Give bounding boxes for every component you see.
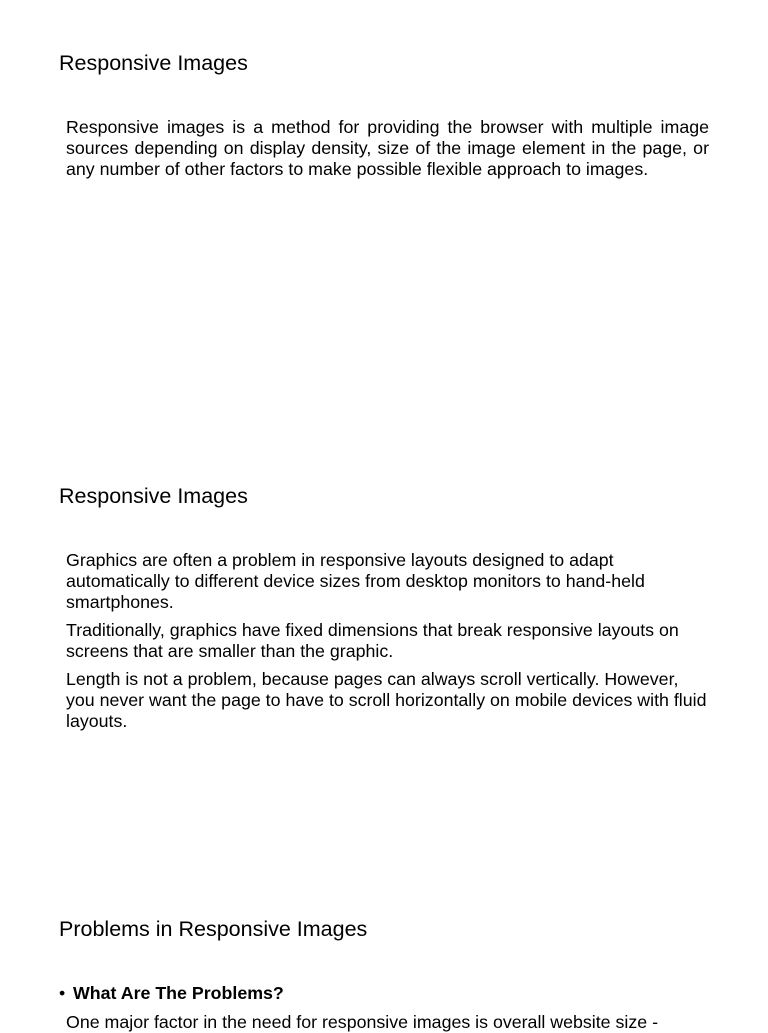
- slide-2-title: Responsive Images: [59, 484, 248, 508]
- slide-3-cut-text: One major factor in the need for responsive images is overall website size -: [66, 1012, 658, 1032]
- slide-2-paragraph-3: Length is not a problem, because pages can always scroll vertically. However, you never want the page to have to scroll horizontally on mobile devices with fluid layouts.: [66, 668, 707, 731]
- slide-1-paragraph: Responsive images is a method for providing the browser with multiple image sources depending on display density, size of the image element in the page, or any number of other factors to make possible flexible approach to images.: [66, 117, 709, 179]
- slide-3-bullet-item: [59, 983, 284, 1004]
- slide-3-title: Problems in Responsive Images: [59, 917, 368, 941]
- bullet-icon: •: [59, 983, 66, 1003]
- slide-2-paragraph-2: Traditionally, graphics have fixed dimensions that break responsive layouts on screens that are smaller than the graphic.: [66, 619, 679, 661]
- slide-1-title: Responsive Images: [59, 51, 248, 75]
- slide-2-paragraph-1: Graphics are often a problem in responsive layouts designed to adapt automatically to different device sizes from desktop monitors to hand-held smartphones.: [66, 550, 645, 612]
- slide-3-bullet-text: What Are The Problems?: [73, 983, 284, 1003]
